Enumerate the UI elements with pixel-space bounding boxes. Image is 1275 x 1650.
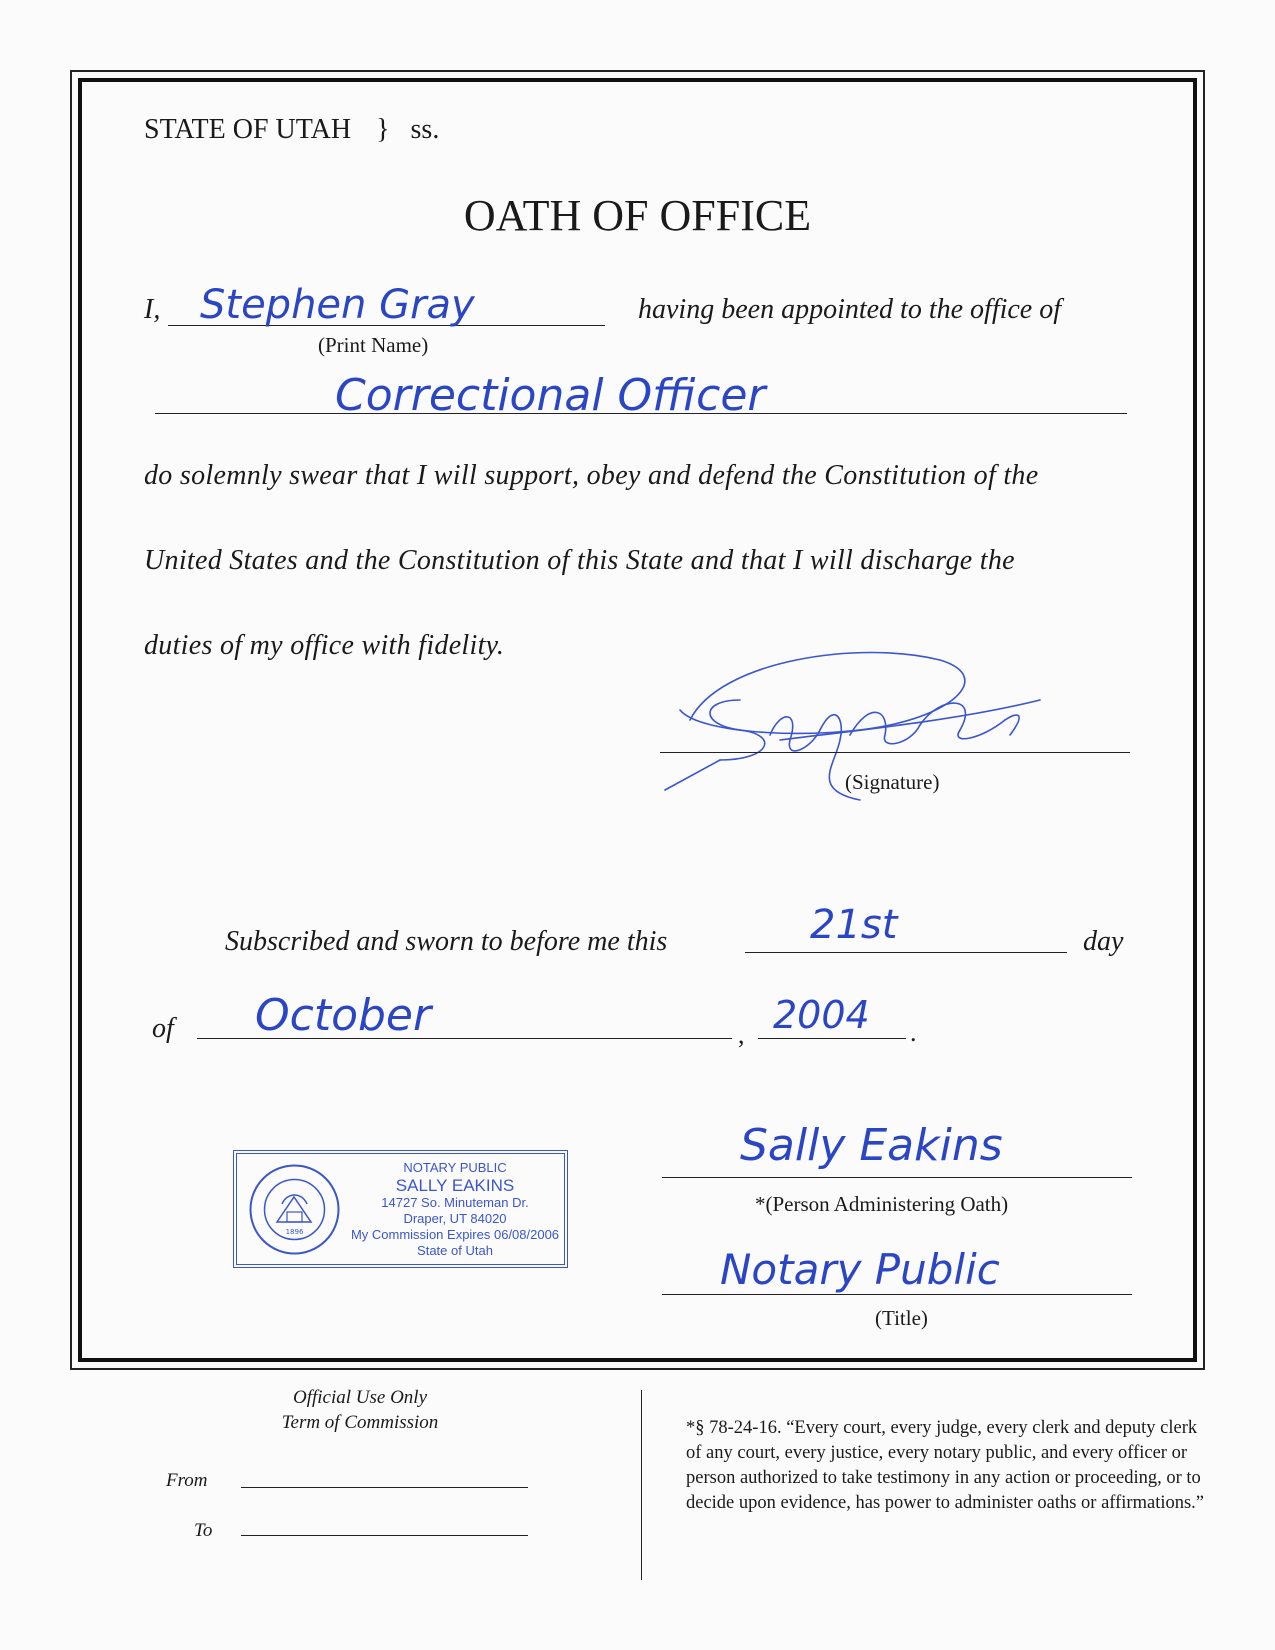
year-field[interactable]: 2004: [773, 993, 870, 1037]
brace: }: [376, 114, 390, 145]
seal-line-6: State of Utah: [417, 1243, 493, 1258]
day-word: day: [1083, 926, 1124, 957]
appointed-text: having been appointed to the office of: [638, 294, 1062, 325]
statute-text: *§ 78-24-16. “Every court, every judge, every clerk and deputy clerk of any court, every justice, every notary public, and every officer or person authorized to take testimony in any action or proceeding, or to decide upon evidence, has power to administer oaths or affirmations.”: [686, 1418, 1205, 1513]
signature-line: [660, 752, 1130, 753]
seal-year: 1896: [285, 1228, 304, 1236]
of-word: of: [152, 1013, 174, 1044]
state-name: STATE OF UTAH: [144, 114, 352, 145]
seal-text: [345, 1160, 565, 1259]
from-label: From: [166, 1470, 208, 1491]
name-field[interactable]: Stephen Gray: [200, 282, 475, 328]
day-line: [745, 952, 1067, 953]
month-comma: ,: [738, 1020, 745, 1049]
month-field[interactable]: October: [255, 990, 432, 1041]
day-field[interactable]: 21st: [810, 902, 898, 948]
footer-divider: [641, 1390, 642, 1580]
to-label: To: [194, 1520, 213, 1541]
title-caption: (Title): [875, 1306, 928, 1330]
ss-mark: ss.: [410, 114, 440, 145]
oath-body-line-1: do solemnly swear that I will support, obey and defend the Constitution of the: [144, 460, 1039, 491]
to-line[interactable]: [241, 1535, 528, 1536]
title-line: [662, 1294, 1132, 1295]
from-line[interactable]: [241, 1487, 528, 1488]
office-field[interactable]: Correctional Officer: [335, 370, 766, 421]
notary-seal: [233, 1150, 568, 1268]
title-field[interactable]: Notary Public: [720, 1245, 1000, 1294]
year-period: .: [910, 1018, 917, 1047]
term-heading: Term of Commission: [281, 1412, 439, 1433]
official-use-heading: Official Use Only: [292, 1387, 428, 1408]
administrator-caption: *(Person Administering Oath): [755, 1192, 1009, 1216]
seal-line-4: Draper, UT 84020: [403, 1211, 507, 1226]
state-header: [144, 114, 439, 146]
oath-prefix: I,: [144, 294, 161, 325]
seal-line-3: 14727 So. Minuteman Dr.: [381, 1195, 529, 1210]
year-line: [758, 1038, 906, 1039]
state-seal-emblem: [247, 1162, 342, 1257]
oath-body-line-3: duties of my office with fidelity.: [144, 630, 505, 661]
oath-body-line-2: United States and the Constitution of this State and that I will discharge the: [144, 545, 1015, 576]
name-caption: (Print Name): [318, 333, 429, 357]
seal-line-5: My Commission Expires 06/08/2006: [350, 1227, 560, 1242]
administrator-signature[interactable]: Sally Eakins: [740, 1120, 1003, 1171]
subscribed-text: Subscribed and sworn to before me this: [225, 926, 668, 957]
seal-line-2: SALLY EAKINS: [395, 1176, 515, 1195]
signature-caption: (Signature): [845, 770, 940, 794]
page-title: OATH OF OFFICE: [463, 191, 812, 240]
administrator-line: [662, 1177, 1132, 1178]
seal-line-1: NOTARY PUBLIC: [403, 1160, 507, 1175]
